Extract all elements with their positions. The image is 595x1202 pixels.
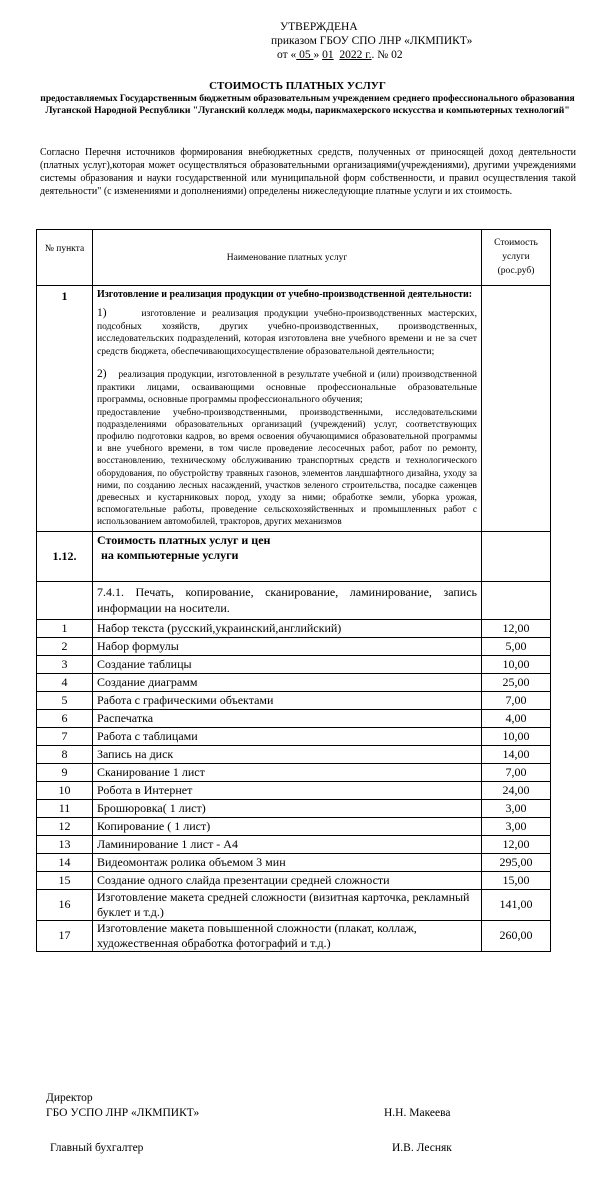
- row-number: 12: [37, 817, 93, 835]
- row-service-name: Сканирование 1 лист: [93, 763, 482, 781]
- section-1-title: Изготовление и реализация продукции от учебно-производственной деятельности:: [97, 289, 473, 300]
- table-row: [37, 637, 551, 655]
- row-price: 10,00: [482, 655, 551, 673]
- section-1-number: 1: [37, 286, 93, 532]
- director-name: Н.Н. Макеева: [384, 1107, 451, 1119]
- header-price: Стоимость услуги (рос.руб): [482, 230, 551, 286]
- row-number: 2: [37, 637, 93, 655]
- row-price: 141,00: [482, 889, 551, 920]
- row-service-name: Брошюровка( 1 лист): [93, 799, 482, 817]
- accountant-name: И.В. Лесняк: [392, 1142, 452, 1154]
- table-row: [37, 817, 551, 835]
- row-price: 3,00: [482, 817, 551, 835]
- row-number: 9: [37, 763, 93, 781]
- row-service-name: Изготовление макета средней сложности (визитная карточка, рекламный буклет и т.д.): [93, 889, 482, 920]
- section-2-number: 1.12.: [37, 531, 93, 581]
- section-2-row: [37, 531, 551, 581]
- row-number: 16: [37, 889, 93, 920]
- row-service-name: Копирование ( 1 лист): [93, 817, 482, 835]
- row-number: 17: [37, 920, 93, 951]
- row-service-name: Работа с графическими объектами: [93, 691, 482, 709]
- row-service-name: Набор формулы: [93, 637, 482, 655]
- row-number: 8: [37, 745, 93, 763]
- section-1-item-3: предоставление учебно-производственными, производственными, исследовательскими подразделениями образовательных организаций (учреждений) услуг, соответствующих профилю подготовки кадров, во время освоения обучающимися образовательной программы и вне учебного времени, в том числе проведение лесосечных работ, работ по ремонту, восстановлению, техническому обслуживанию транспортных средств и технологического оборудования, по обустройству травяных газонов, элементов ландшафтного дизайна, уходу за ними, по созданию лесных насаждений, участков зеленого строительства, посадке саженцев древесных и кустарниковых пород, уходу за ними; обработке земли, уборка урожая, вспомогательные работы, проведение сельскохозяйственных и промышленных работ с использованием автомобилей, тракторов, других механизмов: [97, 407, 477, 528]
- approval-year: 2022 г.: [339, 49, 372, 61]
- row-price: 25,00: [482, 673, 551, 691]
- document-title: СТОИМОСТЬ ПЛАТНЫХ УСЛУГ: [209, 80, 386, 92]
- row-service-name: Создание диаграмм: [93, 673, 482, 691]
- approval-date: от « 05 » 01 2022 г.. № 02: [277, 49, 403, 61]
- table-row: [37, 853, 551, 871]
- row-price: 7,00: [482, 763, 551, 781]
- row-price: 3,00: [482, 799, 551, 817]
- row-number: 6: [37, 709, 93, 727]
- approval-order: приказом ГБОУ СПО ЛНР «ЛКМПИКТ»: [271, 35, 473, 47]
- row-service-name: Ламинирование 1 лист - А4: [93, 835, 482, 853]
- document-subtitle: предоставляемых Государственным бюджетным образовательным учреждением среднего профессионального образования Луганской Народной Республики "Луганский колледж моды, парикмахерского искусства и компьютерных технологий": [40, 93, 575, 116]
- row-service-name: Создание таблицы: [93, 655, 482, 673]
- row-price: 5,00: [482, 637, 551, 655]
- row-service-name: Создание одного слайда презентации средней сложности: [93, 871, 482, 889]
- row-price: 295,00: [482, 853, 551, 871]
- row-price: 12,00: [482, 835, 551, 853]
- director-org: ГБО УСПО ЛНР «ЛКМПИКТ»: [46, 1107, 200, 1119]
- row-number: 5: [37, 691, 93, 709]
- table-row: [37, 691, 551, 709]
- row-number: 13: [37, 835, 93, 853]
- subheading-row: [37, 581, 551, 619]
- table-row: [37, 655, 551, 673]
- row-service-name: Распечатка: [93, 709, 482, 727]
- row-number: 7: [37, 727, 93, 745]
- row-price: 24,00: [482, 781, 551, 799]
- row-price: 12,00: [482, 619, 551, 637]
- intro-paragraph: Согласно Перечня источников формирования внебюджетных средств, полученных от приносящей доход деятельности (платных услуг),которая может осуществляться образовательными организациями(учреждениями), другими учреждениями системы образования и науки государственной или муниципальной форм собственности, и правил осуществления такой деятельности" (с изменениями и дополнениями) определены нижеследующие платные услуги и их стоимость.: [40, 147, 576, 197]
- approval-block: [271, 20, 473, 62]
- header-number: № пункта: [37, 230, 93, 286]
- row-number: 11: [37, 799, 93, 817]
- row-number: 15: [37, 871, 93, 889]
- accountant-title: Главный бухгалтер: [50, 1142, 144, 1154]
- row-number: 1: [37, 619, 93, 637]
- table-row: [37, 799, 551, 817]
- row-service-name: Изготовление макета повышенной сложности (плакат, коллаж, художественная обработка фотографий и т.д.): [93, 920, 482, 951]
- table-row: [37, 727, 551, 745]
- row-number: 3: [37, 655, 93, 673]
- row-service-name: Робота в Интернет: [93, 781, 482, 799]
- row-service-name: Запись на диск: [93, 745, 482, 763]
- row-service-name: Набор текста (русский,украинский,английский): [93, 619, 482, 637]
- row-number: 10: [37, 781, 93, 799]
- section-1-item-2: 2) реализация продукции, изготовленной в результате учебной и (или) производственной практики лицами, осваивающими основные профессиональные образовательные программы, основные программы профессионального обучения;: [97, 368, 477, 405]
- table-row: [37, 889, 551, 920]
- row-service-name: Видеомонтаж ролика объемом 3 мин: [93, 853, 482, 871]
- price-table: [36, 229, 551, 952]
- section-1-item-1: 1) изготовление и реализация продукции учебно-производственных мастерских, подсобных хозяйств, других учебно-производственных, производственных, исследовательских подразделений, которая изготовлена вне учебного времени и не за счет средств бюджета, обеспечивающихосуществление образовательной деятельности;: [97, 307, 478, 357]
- subheading-text: 7.4.1. Печать, копирование, сканирование, ламинирование, запись информации на носители.: [93, 581, 482, 619]
- table-row: [37, 763, 551, 781]
- row-price: 4,00: [482, 709, 551, 727]
- table-row: [37, 745, 551, 763]
- service-rows-tall: [37, 889, 551, 951]
- row-price: 260,00: [482, 920, 551, 951]
- row-service-name: Работа с таблицами: [93, 727, 482, 745]
- row-number: 14: [37, 853, 93, 871]
- section-1-content: [93, 286, 482, 532]
- row-price: 15,00: [482, 871, 551, 889]
- table-row: [37, 781, 551, 799]
- header-service-name: Наименование платных услуг: [93, 230, 482, 286]
- approval-heading: УТВЕРЖДЕНА: [280, 21, 358, 33]
- row-number: 4: [37, 673, 93, 691]
- service-rows: [37, 619, 551, 889]
- table-row: [37, 709, 551, 727]
- table-row: [37, 871, 551, 889]
- table-row: [37, 920, 551, 951]
- row-price: 10,00: [482, 727, 551, 745]
- table-header-row: [37, 230, 551, 286]
- director-title: Директор: [46, 1092, 93, 1104]
- table-row: [37, 619, 551, 637]
- table-row: [37, 835, 551, 853]
- approval-day: 05: [296, 49, 314, 61]
- table-row: [37, 673, 551, 691]
- approval-month: 01: [322, 49, 334, 61]
- row-price: 7,00: [482, 691, 551, 709]
- row-price: 14,00: [482, 745, 551, 763]
- section-2-title: Стоимость платных услуг и цен на компьютерные услуги: [93, 531, 482, 581]
- section-1-row: [37, 286, 551, 532]
